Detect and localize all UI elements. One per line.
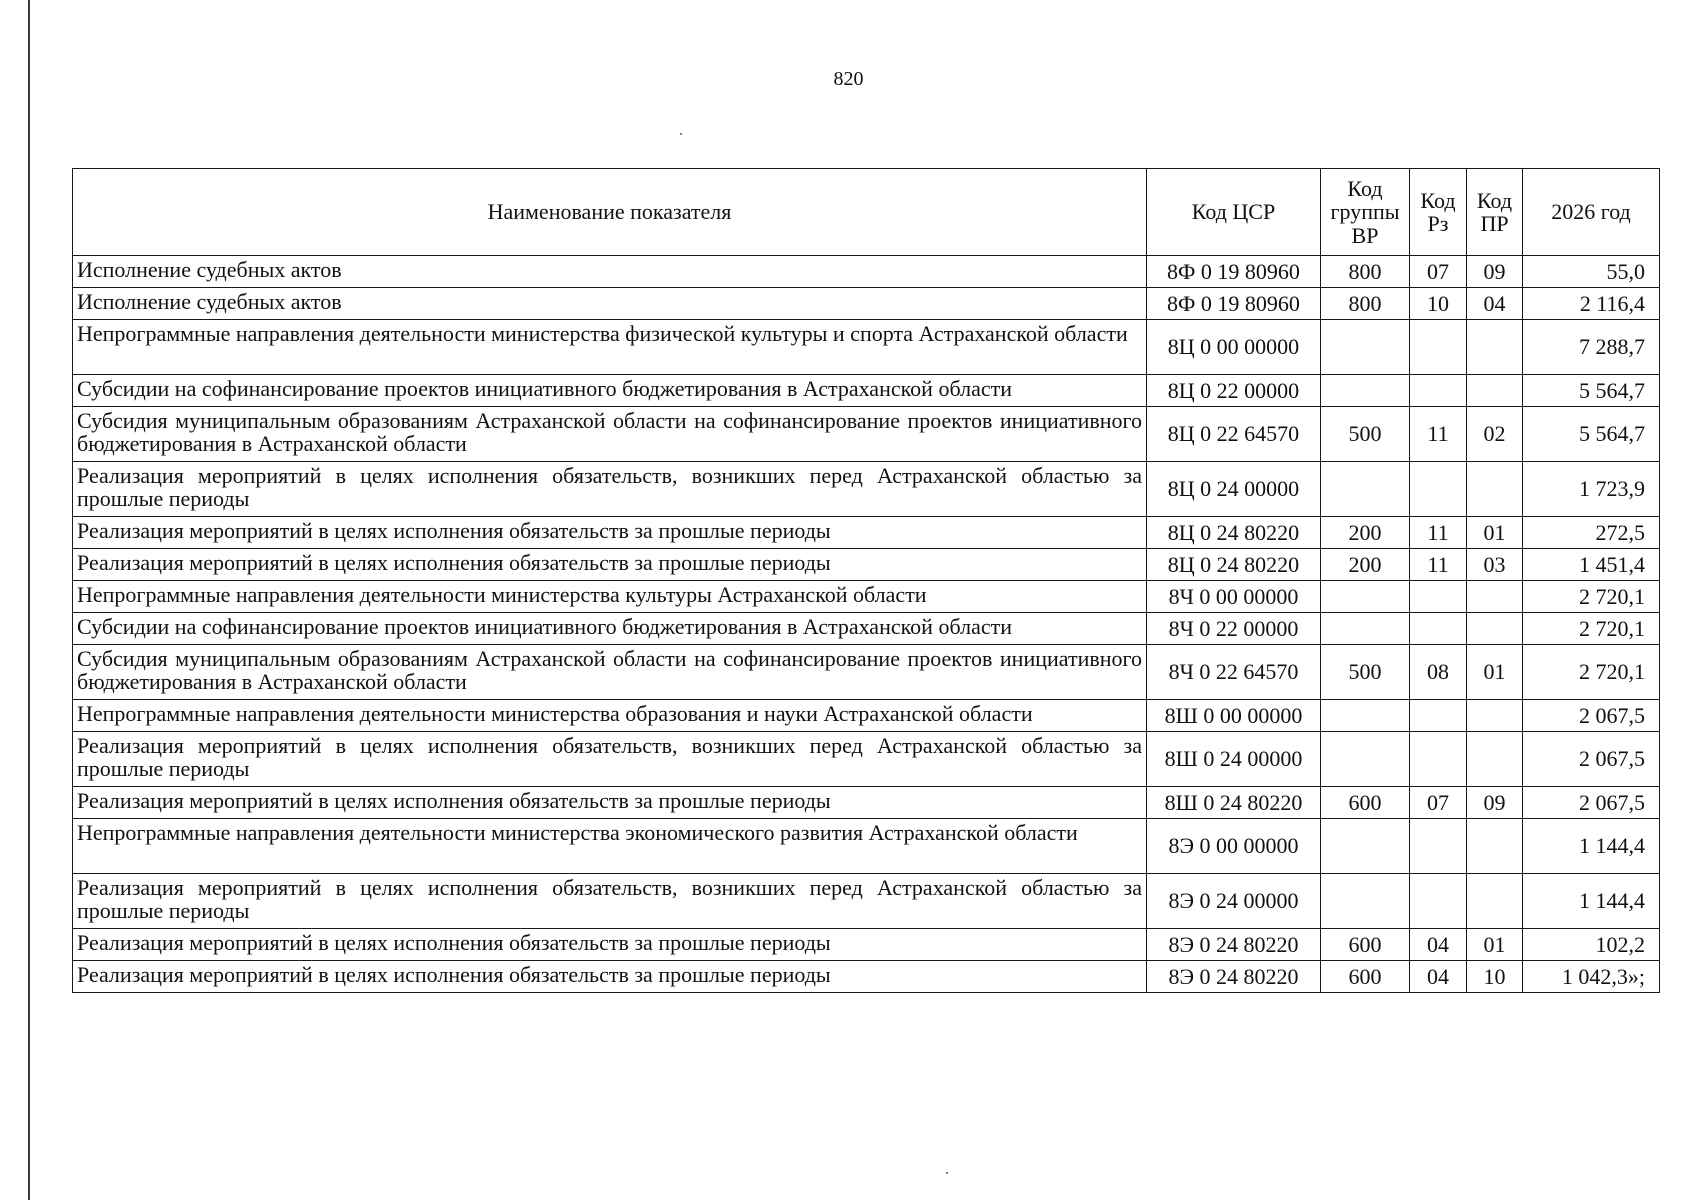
cell-vr-group-code: 600 [1321, 787, 1410, 819]
cell-name: Реализация мероприятий в целях исполнения обязательств, возникших перед Астраханской областью за прошлые периоды [73, 462, 1147, 517]
table-row [73, 874, 1660, 929]
cell-pr-code: 09 [1467, 256, 1523, 288]
cell-vr-group-code: 800 [1321, 288, 1410, 320]
cell-csr-code: 8Ш 0 00 00000 [1147, 700, 1321, 732]
cell-rz-code [1410, 700, 1467, 732]
cell-vr-group-code [1321, 581, 1410, 613]
cell-amount-2026: 55,0 [1523, 256, 1660, 288]
header-csr-code: Код ЦСР [1147, 169, 1321, 256]
header-year-2026: 2026 год [1523, 169, 1660, 256]
cell-amount-2026: 272,5 [1523, 517, 1660, 549]
table-row [73, 700, 1660, 732]
cell-pr-code: 01 [1467, 645, 1523, 700]
table-row [73, 581, 1660, 613]
cell-pr-code [1467, 462, 1523, 517]
cell-amount-2026: 2 720,1 [1523, 581, 1660, 613]
table-row [73, 787, 1660, 819]
cell-name: Субсидия муниципальным образованиям Астраханской области на софинансирование проектов инициативного бюджетирования в Астраханской области [73, 645, 1147, 700]
cell-amount-2026: 1 144,4 [1523, 819, 1660, 874]
cell-name: Субсидии на софинансирование проектов инициативного бюджетирования в Астраханской области [73, 613, 1147, 645]
cell-name: Реализация мероприятий в целях исполнения обязательств, возникших перед Астраханской областью за прошлые периоды [73, 732, 1147, 787]
cell-rz-code [1410, 874, 1467, 929]
cell-amount-2026: 5 564,7 [1523, 407, 1660, 462]
cell-amount-2026: 1 144,4 [1523, 874, 1660, 929]
cell-rz-code: 07 [1410, 256, 1467, 288]
cell-pr-code [1467, 375, 1523, 407]
cell-vr-group-code [1321, 874, 1410, 929]
cell-amount-2026: 1 042,3»; [1523, 961, 1660, 993]
cell-vr-group-code: 600 [1321, 961, 1410, 993]
cell-rz-code: 07 [1410, 787, 1467, 819]
cell-amount-2026: 1 723,9 [1523, 462, 1660, 517]
cell-vr-group-code [1321, 375, 1410, 407]
cell-amount-2026: 7 288,7 [1523, 320, 1660, 375]
cell-rz-code: 11 [1410, 517, 1467, 549]
cell-rz-code: 11 [1410, 407, 1467, 462]
header-name: Наименование показателя [73, 169, 1147, 256]
cell-name: Непрограммные направления деятельности министерства физической культуры и спорта Астраханской области [73, 320, 1147, 375]
cell-vr-group-code [1321, 700, 1410, 732]
cell-pr-code [1467, 732, 1523, 787]
page-number: 820 [833, 68, 864, 90]
cell-pr-code: 01 [1467, 929, 1523, 961]
table-row [73, 375, 1660, 407]
cell-pr-code: 04 [1467, 288, 1523, 320]
table-row [73, 961, 1660, 993]
cell-rz-code [1410, 581, 1467, 613]
header-rz-code: Код Рз [1410, 169, 1467, 256]
cell-amount-2026: 2 116,4 [1523, 288, 1660, 320]
cell-name: Непрограммные направления деятельности министерства культуры Астраханской области [73, 581, 1147, 613]
cell-csr-code: 8Э 0 24 80220 [1147, 929, 1321, 961]
cell-csr-code: 8Э 0 24 00000 [1147, 874, 1321, 929]
cell-csr-code: 8Ш 0 24 80220 [1147, 787, 1321, 819]
cell-rz-code: 04 [1410, 961, 1467, 993]
header-vr-group-code: Код группы ВР [1321, 169, 1410, 256]
cell-rz-code [1410, 732, 1467, 787]
cell-csr-code: 8Ч 0 00 00000 [1147, 581, 1321, 613]
cell-vr-group-code [1321, 462, 1410, 517]
cell-name: Непрограммные направления деятельности министерства экономического развития Астраханской области [73, 819, 1147, 874]
cell-name: Реализация мероприятий в целях исполнения обязательств, возникших перед Астраханской областью за прошлые периоды [73, 874, 1147, 929]
cell-pr-code [1467, 874, 1523, 929]
cell-pr-code: 03 [1467, 549, 1523, 581]
cell-pr-code [1467, 613, 1523, 645]
cell-csr-code: 8Ц 0 00 00000 [1147, 320, 1321, 375]
cell-rz-code: 10 [1410, 288, 1467, 320]
cell-amount-2026: 2 720,1 [1523, 645, 1660, 700]
scan-speck [946, 1172, 948, 1174]
scan-left-edge-line [28, 0, 30, 1200]
cell-name: Непрограммные направления деятельности министерства образования и науки Астраханской области [73, 700, 1147, 732]
table-row [73, 929, 1660, 961]
table-row [73, 288, 1660, 320]
table-row [73, 549, 1660, 581]
table-header-row [73, 169, 1660, 256]
table-row [73, 517, 1660, 549]
cell-amount-2026: 102,2 [1523, 929, 1660, 961]
cell-amount-2026: 2 720,1 [1523, 613, 1660, 645]
table-row [73, 320, 1660, 375]
cell-vr-group-code [1321, 320, 1410, 375]
cell-amount-2026: 2 067,5 [1523, 787, 1660, 819]
cell-csr-code: 8Ф 0 19 80960 [1147, 288, 1321, 320]
cell-name: Реализация мероприятий в целях исполнения обязательств за прошлые периоды [73, 549, 1147, 581]
cell-rz-code [1410, 375, 1467, 407]
cell-pr-code [1467, 581, 1523, 613]
cell-csr-code: 8Ц 0 22 00000 [1147, 375, 1321, 407]
cell-name: Субсидия муниципальным образованиям Астраханской области на софинансирование проектов инициативного бюджетирования в Астраханской области [73, 407, 1147, 462]
cell-name: Исполнение судебных актов [73, 288, 1147, 320]
cell-amount-2026: 2 067,5 [1523, 700, 1660, 732]
cell-csr-code: 8Ц 0 24 80220 [1147, 517, 1321, 549]
budget-table [72, 168, 1660, 993]
cell-rz-code [1410, 819, 1467, 874]
cell-csr-code: 8Ц 0 22 64570 [1147, 407, 1321, 462]
cell-vr-group-code: 500 [1321, 645, 1410, 700]
table-row [73, 407, 1660, 462]
cell-rz-code: 11 [1410, 549, 1467, 581]
table-row [73, 613, 1660, 645]
cell-rz-code [1410, 320, 1467, 375]
scan-speck [680, 133, 682, 135]
cell-pr-code [1467, 700, 1523, 732]
cell-pr-code [1467, 819, 1523, 874]
cell-name: Исполнение судебных актов [73, 256, 1147, 288]
cell-csr-code: 8Э 0 24 80220 [1147, 961, 1321, 993]
cell-name: Субсидии на софинансирование проектов инициативного бюджетирования в Астраханской области [73, 375, 1147, 407]
cell-name: Реализация мероприятий в целях исполнения обязательств за прошлые периоды [73, 787, 1147, 819]
table-row [73, 462, 1660, 517]
cell-rz-code [1410, 613, 1467, 645]
cell-vr-group-code: 200 [1321, 517, 1410, 549]
cell-csr-code: 8Ф 0 19 80960 [1147, 256, 1321, 288]
cell-amount-2026: 2 067,5 [1523, 732, 1660, 787]
cell-csr-code: 8Ц 0 24 80220 [1147, 549, 1321, 581]
cell-name: Реализация мероприятий в целях исполнения обязательств за прошлые периоды [73, 929, 1147, 961]
table-row [73, 645, 1660, 700]
cell-vr-group-code: 200 [1321, 549, 1410, 581]
cell-rz-code: 04 [1410, 929, 1467, 961]
cell-csr-code: 8Ч 0 22 00000 [1147, 613, 1321, 645]
cell-pr-code [1467, 320, 1523, 375]
cell-pr-code: 09 [1467, 787, 1523, 819]
cell-csr-code: 8Э 0 00 00000 [1147, 819, 1321, 874]
cell-pr-code: 01 [1467, 517, 1523, 549]
table-row [73, 819, 1660, 874]
cell-amount-2026: 5 564,7 [1523, 375, 1660, 407]
cell-csr-code: 8Ч 0 22 64570 [1147, 645, 1321, 700]
header-pr-code: Код ПР [1467, 169, 1523, 256]
cell-pr-code: 10 [1467, 961, 1523, 993]
cell-rz-code [1410, 462, 1467, 517]
cell-csr-code: 8Ш 0 24 00000 [1147, 732, 1321, 787]
cell-name: Реализация мероприятий в целях исполнения обязательств за прошлые периоды [73, 961, 1147, 993]
cell-vr-group-code [1321, 819, 1410, 874]
cell-amount-2026: 1 451,4 [1523, 549, 1660, 581]
cell-csr-code: 8Ц 0 24 00000 [1147, 462, 1321, 517]
cell-vr-group-code [1321, 732, 1410, 787]
cell-vr-group-code: 600 [1321, 929, 1410, 961]
cell-vr-group-code: 800 [1321, 256, 1410, 288]
cell-pr-code: 02 [1467, 407, 1523, 462]
cell-vr-group-code [1321, 613, 1410, 645]
cell-rz-code: 08 [1410, 645, 1467, 700]
table-row [73, 732, 1660, 787]
cell-name: Реализация мероприятий в целях исполнения обязательств за прошлые периоды [73, 517, 1147, 549]
table-row [73, 256, 1660, 288]
cell-vr-group-code: 500 [1321, 407, 1410, 462]
